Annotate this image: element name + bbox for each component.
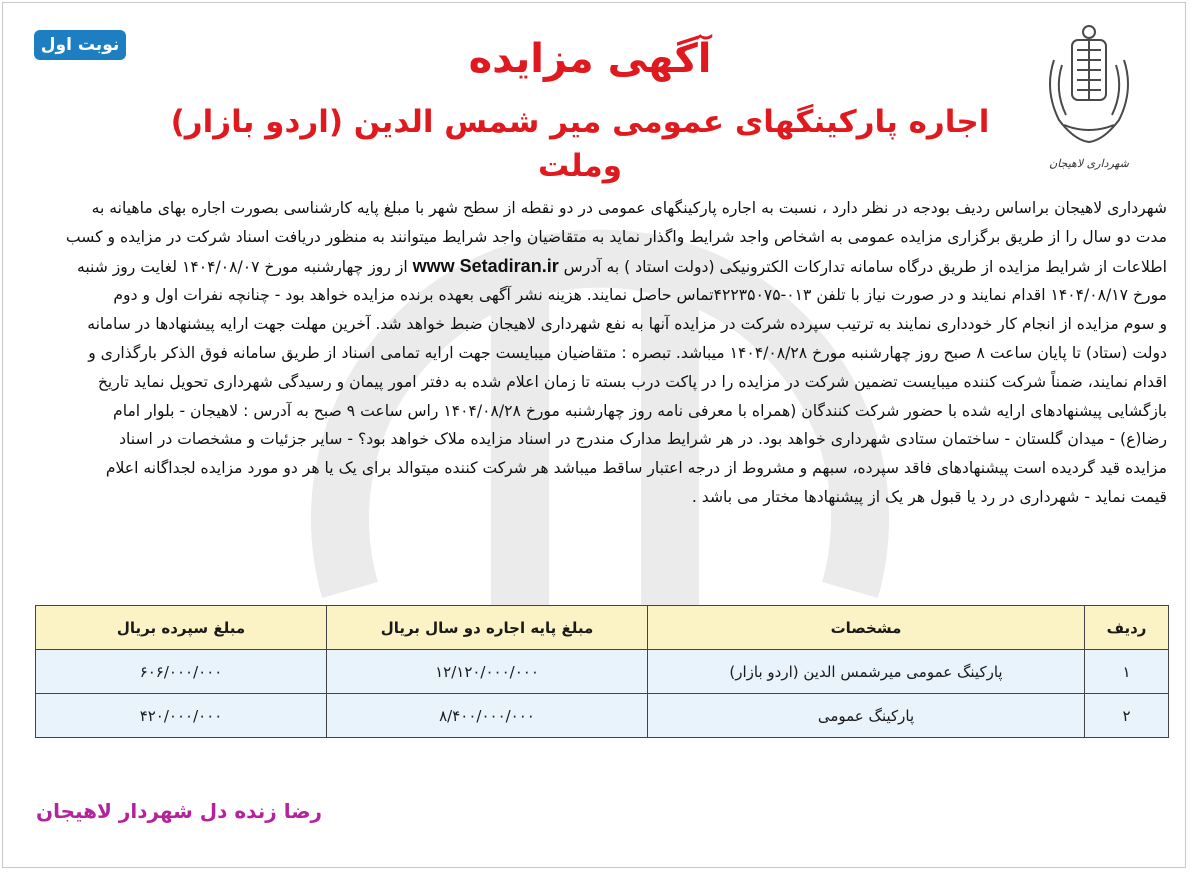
table-row bbox=[36, 694, 1169, 738]
body-line: شهرداری لاهیجان براساس ردیف بودجه در نظر دارد ، نسبت به اجاره پارکینگهای عمومی در دو نقطه از سطح شهر با مبلغ پایه کارشناسی بصورت اجاره بهای ماهیانه به bbox=[91, 199, 1167, 217]
cell-spec: پارکینگ عمومی bbox=[648, 694, 1085, 738]
emblem-caption: شهرداری لاهیجان bbox=[1049, 157, 1129, 170]
body-line-part: اطلاعات از شرایط مزایده از طریق درگاه سامانه تدارکات الکترونیکی (دولت استاد ) به آدرس bbox=[563, 257, 1167, 276]
body-line: رضا(ع) - میدان گلستان - ساختمان ستادی شهرداری خواهد بود. در هر شرایط مدارک مندرج در اسناد مزایده ملاک خواهد بود؟ - سایر جزئیات و مشخصات در اسناد bbox=[119, 430, 1167, 449]
body-line: و سوم مزایده از انجام کار خودداری نمایند به ترتیب سپرده شرکت در مزایده آنها به نفع شهرداری لاهیجان ضبط خواهد شد. آخرین مهلت جهت ارایه پیشنهادها در سامانه bbox=[87, 315, 1167, 334]
body-line: قیمت نماید - شهرداری در رد یا قبول هر یک از پیشنهادها مختار می باشد . bbox=[691, 487, 1167, 506]
body-line: مدت دو سال را از طریق برگزاری مزایده عمومی به اشخاص واجد شرایط واگذار نماید به متقاضیان واجد شرایط میتوانند به منظور دریافت اسناد شرکت در مزایده و کسب bbox=[65, 227, 1167, 246]
mayor-signature: رضا زنده دل شهردار لاهیجان bbox=[36, 799, 323, 823]
cell-spec: پارکینگ عمومی میرشمس الدین (اردو بازار) bbox=[648, 650, 1085, 694]
body-line bbox=[35, 252, 1167, 282]
auction-items-table bbox=[35, 605, 1169, 738]
cell-deposit: ۶۰۶/۰۰۰/۰۰۰ bbox=[36, 650, 327, 694]
cell-row-number: ۱ bbox=[1085, 650, 1169, 694]
body-line: اقدام نمایند، ضمناً شرکت کننده میبایست تضمین شرکت در مزایده را در پاکت درب بسته تا زمان اعلام شده به دفتر امور پیمان و رسیدگی شهرداری تحویل نماید تاریخ bbox=[97, 372, 1167, 391]
notice-body bbox=[35, 194, 1167, 512]
emblem-icon bbox=[1034, 20, 1144, 150]
edition-badge: نوبت اول bbox=[34, 30, 126, 60]
body-line: بازگشایی پیشنهادهای ارایه شده با حضور شرکت کنندگان (همراه با معرفی نامه روز چهارشنبه مورخ ۱۴۰۴/۰۸/۲۸ راس ساعت ۹ صبح به آدرس : لاهیجان - بلوار امام bbox=[113, 401, 1167, 420]
notice-subtitle: اجاره پارکینگهای عمومی میر شمس الدین (اردو بازار) وملت bbox=[170, 104, 990, 184]
body-line: دولت (ستاد) تا پایان ساعت ۸ صبح روز چهارشنبه مورخ ۱۴۰۴/۰۸/۲۸ میباشد. تبصره : متقاضیان میبایست جهت ارایه تمامی اسناد از طریق سامانه فوق الذکر بارگذاری و bbox=[88, 343, 1167, 362]
cell-base-price: ۸/۴۰۰/۰۰۰/۰۰۰ bbox=[327, 694, 648, 738]
body-line: مورخ ۱۴۰۴/۰۸/۱۷ اقدام نمایند و در صورت نیاز با تلفن ۰۱۳-۴۲۲۳۵۰۷۵تماس حاصل نمایند. هزینه نشر آگهی بعهده برنده مزایده خواهد بود - چنانچه نفرات اول و دوم bbox=[113, 286, 1167, 305]
municipality-emblem bbox=[1034, 20, 1144, 170]
header-row-number: ردیف bbox=[1085, 606, 1169, 650]
table-row bbox=[36, 650, 1169, 694]
body-line-part: از روز چهارشنبه مورخ ۱۴۰۴/۰۸/۰۷ لغایت روز شنبه bbox=[76, 257, 408, 276]
cell-base-price: ۱۲/۱۲۰/۰۰۰/۰۰۰ bbox=[327, 650, 648, 694]
table-header-row bbox=[36, 606, 1169, 650]
cell-deposit: ۴۲۰/۰۰۰/۰۰۰ bbox=[36, 694, 327, 738]
header-deposit: مبلغ سپرده بریال bbox=[36, 606, 327, 650]
website-link[interactable]: www Setadiran.ir bbox=[412, 255, 559, 276]
header-spec: مشخصات bbox=[648, 606, 1085, 650]
header-base-price: مبلغ پایه اجاره دو سال بریال bbox=[327, 606, 648, 650]
body-line: مزایده قید گردیده است پیشنهادهای فاقد سپرده، سبهم و مشروط از درجه اعتبار ساقط میباشد هر شرکت کننده میتوالد برای یک یا هر دو مورد مزایده لجداگانه اعلام bbox=[105, 459, 1167, 478]
cell-row-number: ۲ bbox=[1085, 694, 1169, 738]
notice-title: آگهی مزایده bbox=[468, 36, 712, 82]
